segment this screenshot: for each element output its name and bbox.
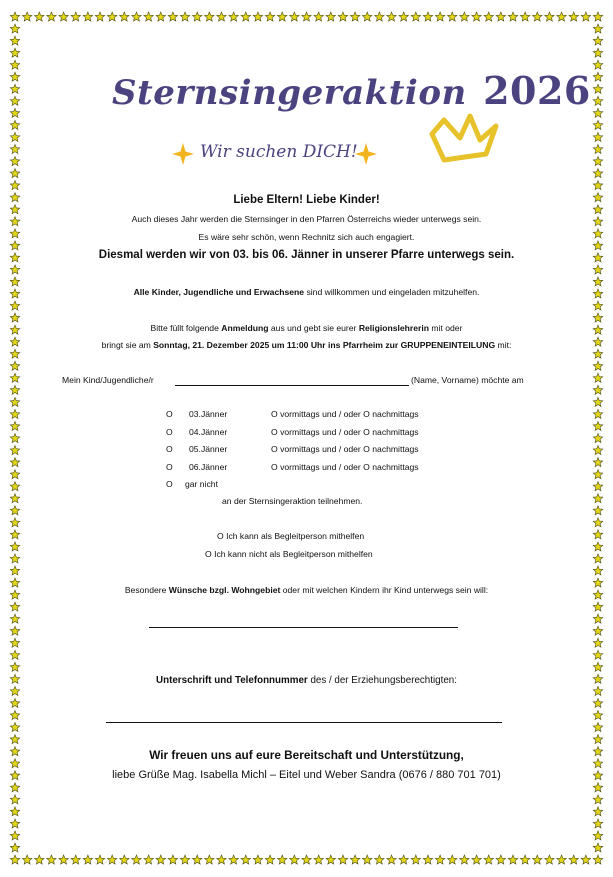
border-star-icon [10,96,20,105]
border-star-icon [314,855,324,864]
border-star-icon [593,723,603,732]
border-star-icon [593,434,603,443]
border-star-icon [593,662,603,671]
border-star-icon [593,349,603,358]
welcome-bold: Alle Kinder, Jugendliche und Erwachsene [133,287,305,297]
border-star-icon [508,12,518,21]
border-star-icon [144,12,154,21]
border-star-icon [229,12,239,21]
border-star-icon [10,530,20,539]
radio-marker[interactable]: O [166,444,173,454]
border-star-icon [10,373,20,382]
border-star-icon [107,12,117,21]
border-star-icon [411,855,421,864]
border-star-icon [326,855,336,864]
border-star-icon [569,855,579,864]
border-star-icon [10,843,20,852]
border-star-icon [10,301,20,310]
instr-text: Bitte füllt folgende [150,323,222,333]
border-star-icon [290,12,300,21]
border-star-icon [326,12,336,21]
border-star-icon [387,12,397,21]
border-star-icon [71,12,81,21]
border-star-icon [217,855,227,864]
border-star-icon [350,855,360,864]
border-star-icon [253,855,263,864]
border-star-icon [10,458,20,467]
border-star-icon [399,855,409,864]
border-star-icon [569,12,579,21]
border-star-icon [10,614,20,623]
border-star-icon [387,855,397,864]
border-star-icon [47,855,57,864]
border-star-icon [132,12,142,21]
border-star-icon [593,157,603,166]
border-star-icon [593,48,603,57]
border-star-icon [192,12,202,21]
border-star-icon [302,12,312,21]
border-star-icon [399,12,409,21]
border-star-icon [10,807,20,816]
border-star-icon [59,12,69,21]
border-star-icon [375,12,385,21]
border-star-icon [10,157,20,166]
border-star-icon [59,855,69,864]
border-star-icon [593,446,603,455]
border-star-icon [581,855,591,864]
border-star-icon [10,723,20,732]
border-star-icon [10,831,20,840]
border-star-icon [10,36,20,45]
border-star-icon [10,277,20,286]
border-star-icon [10,144,20,153]
border-star-icon [593,807,603,816]
border-star-icon [217,12,227,21]
border-star-icon [593,686,603,695]
border-star-icon [375,855,385,864]
border-star-icon [593,831,603,840]
radio-marker[interactable]: O [166,409,173,419]
border-star-icon [180,12,190,21]
border-star-icon [593,482,603,491]
border-star-icon [593,710,603,719]
border-star-icon [593,530,603,539]
border-star-icon [265,12,275,21]
border-star-icon [435,855,445,864]
border-star-icon [253,12,263,21]
border-star-icon [593,795,603,804]
wishes-text: oder mit welchen Kindern ihr Kind unterwegs sein will: [280,585,489,595]
border-star-icon [593,36,603,45]
instr-text: mit: [495,340,512,350]
border-star-icon [557,855,567,864]
border-star-icon [10,795,20,804]
instructions-line-2 [0,340,613,350]
sparkle-icon [172,143,194,165]
signature-bold: Unterschrift und Telefonnummer [156,675,308,686]
border-star-icon [205,12,215,21]
border-star-icon [472,12,482,21]
border-star-icon [496,855,506,864]
border-star-icon [593,458,603,467]
border-star-icon [314,12,324,21]
instr-bold: Religionslehrerin [358,323,430,333]
border-star-icon [362,855,372,864]
border-star-icon [205,855,215,864]
border-star-icon [10,698,20,707]
border-star-icon [593,84,603,93]
child-label: Mein Kind/Jugendliche/r [62,375,154,385]
border-star-icon [120,855,130,864]
radio-marker[interactable]: O [166,427,173,437]
border-star-icon [593,650,603,659]
border-star-icon [47,12,57,21]
border-star-icon [593,60,603,69]
border-star-icon [107,855,117,864]
border-star-icon [593,638,603,647]
instr-text: mit oder [429,323,463,333]
companion-yes-option[interactable]: O Ich kann als Begleitperson mithelfen [217,531,365,541]
border-star-icon [593,24,603,33]
border-star-icon [10,650,20,659]
closing-regards: liebe Grüße Mag. Isabella Michl – Eitel und Weber Sandra (0676 / 880 701 701) [112,769,501,781]
border-star-icon [10,735,20,744]
border-star-icon [10,662,20,671]
border-star-icon [593,819,603,828]
border-star-icon [593,843,603,852]
border-star-icon [447,855,457,864]
border-star-icon [557,12,567,21]
border-star-icon [241,12,251,21]
border-star-icon [593,301,603,310]
border-star-icon [423,855,433,864]
border-star-icon [593,277,603,286]
border-star-icon [10,397,20,406]
time-choice[interactable]: O vormittags und / oder O nachmittags [271,427,419,437]
border-star-icon [132,855,142,864]
border-star-icon [290,855,300,864]
radio-marker[interactable]: O [166,462,173,472]
border-star-icon [10,554,20,563]
wishes-bold: Wünsche bzgl. Wohngebiet [168,585,281,595]
border-star-icon [156,12,166,21]
border-star-icon [593,385,603,394]
border-star-icon [95,12,105,21]
border-star-icon [10,855,20,864]
border-star-icon [10,783,20,792]
border-star-icon [10,361,20,370]
instr-text: aus und gebt sie eurer [268,323,359,333]
intro-line-1: Auch dieses Jahr werden die Sternsinger in den Pfarren Österreichs wieder unterwegs sein. [131,214,482,224]
border-star-icon [460,12,470,21]
border-star-icon [593,602,603,611]
border-star-icon [10,602,20,611]
border-star-icon [338,855,348,864]
border-star-icon [10,686,20,695]
day-label: 04.Jänner [189,427,228,437]
border-star-icon [593,421,603,430]
day-label: 06.Jänner [189,462,228,472]
border-star-icon [265,855,275,864]
border-star-icon [593,470,603,479]
border-star-icon [423,12,433,21]
border-star-icon [144,855,154,864]
instr-bold: GRUPPENEINTEILUNG [400,340,496,350]
border-star-icon [10,542,20,551]
border-star-icon [593,72,603,81]
signature-rest: des / der Erziehungsberechtigten: [307,675,457,686]
border-star-icon [460,855,470,864]
border-star-icon [593,626,603,635]
border-star-icon [484,855,494,864]
title-text: Sternsingeraktion [112,73,467,113]
signature-field[interactable] [106,722,502,723]
border-star-icon [533,12,543,21]
border-star-icon [22,855,32,864]
radio-marker-none[interactable]: O [166,479,173,489]
border-star-icon [10,169,20,178]
border-star-icon [10,566,20,575]
border-star-icon [10,385,20,394]
border-star-icon [10,434,20,443]
border-star-icon [593,205,603,214]
border-star-icon [10,638,20,647]
border-star-icon [593,397,603,406]
border-star-icon [593,494,603,503]
border-star-icon [71,855,81,864]
border-star-icon [593,144,603,153]
border-star-icon [10,12,20,21]
time-choice[interactable]: O vormittags und / oder O nachmittags [271,462,419,472]
border-star-icon [10,120,20,129]
border-star-icon [168,12,178,21]
border-star-icon [593,735,603,744]
border-star-icon [411,12,421,21]
day-label: 05.Jänner [189,444,228,454]
border-star-icon [520,855,530,864]
sparkle-icon [355,143,377,165]
border-star-icon [520,12,530,21]
border-star-icon [593,313,603,322]
border-star-icon [362,12,372,21]
border-star-icon [10,108,20,117]
welcome-text [0,287,613,297]
border-star-icon [533,855,543,864]
border-star-icon [484,12,494,21]
crown-icon [422,104,502,166]
subtitle: Wir suchen DICH! [200,142,358,162]
border-star-icon [277,12,287,21]
intro-line-2: Es wäre sehr schön, wenn Rechnitz sich auch engagiert. [198,232,415,242]
border-star-icon [593,554,603,563]
border-star-icon [10,48,20,57]
border-star-icon [10,421,20,430]
instr-bold: Sonntag, 21. Dezember 2025 um 11:00 Uhr ins Pfarrheim zur [153,340,401,350]
border-star-icon [10,349,20,358]
instructions-line-1 [0,323,613,333]
greeting: Liebe Eltern! Liebe Kinder! [233,194,380,206]
border-star-icon [593,120,603,129]
border-star-icon [593,12,603,21]
border-star-icon [302,855,312,864]
option-none-label: gar nicht [185,479,218,489]
border-star-icon [35,12,45,21]
time-choice[interactable]: O vormittags und / oder O nachmittags [271,409,419,419]
border-star-icon [22,12,32,21]
border-star-icon [10,72,20,81]
border-star-icon [593,373,603,382]
page-title [112,68,591,113]
border-star-icon [10,84,20,93]
border-star-icon [156,855,166,864]
border-star-icon [472,855,482,864]
border-star-icon [10,313,20,322]
wishes-text: Besondere [124,585,169,595]
border-star-icon [10,132,20,141]
border-star-icon [10,710,20,719]
border-star-icon [10,60,20,69]
title-year: 2026 [483,68,591,113]
border-star-icon [180,855,190,864]
border-star-icon [593,265,603,274]
border-star-icon [10,482,20,491]
border-star-icon [593,108,603,117]
border-star-icon [581,12,591,21]
child-suffix: (Name, Vorname) möchte am [411,375,524,385]
day-label: 03.Jänner [189,409,228,419]
border-star-icon [508,855,518,864]
signature-label [0,675,613,686]
time-choice[interactable]: O vormittags und / oder O nachmittags [271,444,419,454]
date-highlight: Diesmal werden wir von 03. bis 06. Jänner in unserer Pfarre unterwegs sein. [98,249,515,261]
welcome-rest: sind willkommen und eingeladen mitzuhelfen. [304,287,480,297]
companion-no-option[interactable]: O Ich kann nicht als Begleitperson mithelfen [205,549,373,559]
border-star-icon [10,626,20,635]
child-name-field[interactable] [175,385,409,386]
closing-thanks: Wir freuen uns auf eure Bereitschaft und Unterstützung, [149,748,464,762]
border-star-icon [10,518,20,527]
border-star-icon [593,542,603,551]
border-star-icon [83,855,93,864]
border-star-icon [10,409,20,418]
border-star-icon [35,855,45,864]
border-star-icon [241,855,251,864]
border-star-icon [10,24,20,33]
border-star-icon [545,12,555,21]
border-star-icon [496,12,506,21]
border-star-icon [593,409,603,418]
instr-bold: Anmeldung [221,323,269,333]
border-star-icon [10,446,20,455]
border-star-icon [120,12,130,21]
border-star-icon [10,205,20,214]
border-star-icon [338,12,348,21]
participation-closing: an der Sternsingeraktion teilnehmen. [222,496,363,506]
border-star-icon [229,855,239,864]
border-star-icon [593,518,603,527]
border-star-icon [593,566,603,575]
border-star-icon [593,506,603,515]
border-star-icon [83,12,93,21]
border-star-icon [95,855,105,864]
border-star-icon [192,855,202,864]
border-star-icon [350,12,360,21]
border-star-icon [593,132,603,141]
border-star-icon [593,181,603,190]
wishes-label [0,585,613,595]
border-star-icon [10,506,20,515]
border-star-icon [593,855,603,864]
border-star-icon [593,614,603,623]
border-star-icon [435,12,445,21]
border-star-icon [545,855,555,864]
border-star-icon [593,361,603,370]
wishes-field[interactable] [149,627,458,628]
border-star-icon [447,12,457,21]
border-star-icon [168,855,178,864]
border-star-icon [10,265,20,274]
border-star-icon [277,855,287,864]
border-star-icon [593,96,603,105]
border-star-icon [10,819,20,828]
border-star-icon [10,470,20,479]
border-star-icon [593,169,603,178]
border-star-icon [593,783,603,792]
border-star-icon [10,494,20,503]
instr-text: bringt sie am [101,340,154,350]
border-star-icon [593,698,603,707]
border-star-icon [10,181,20,190]
